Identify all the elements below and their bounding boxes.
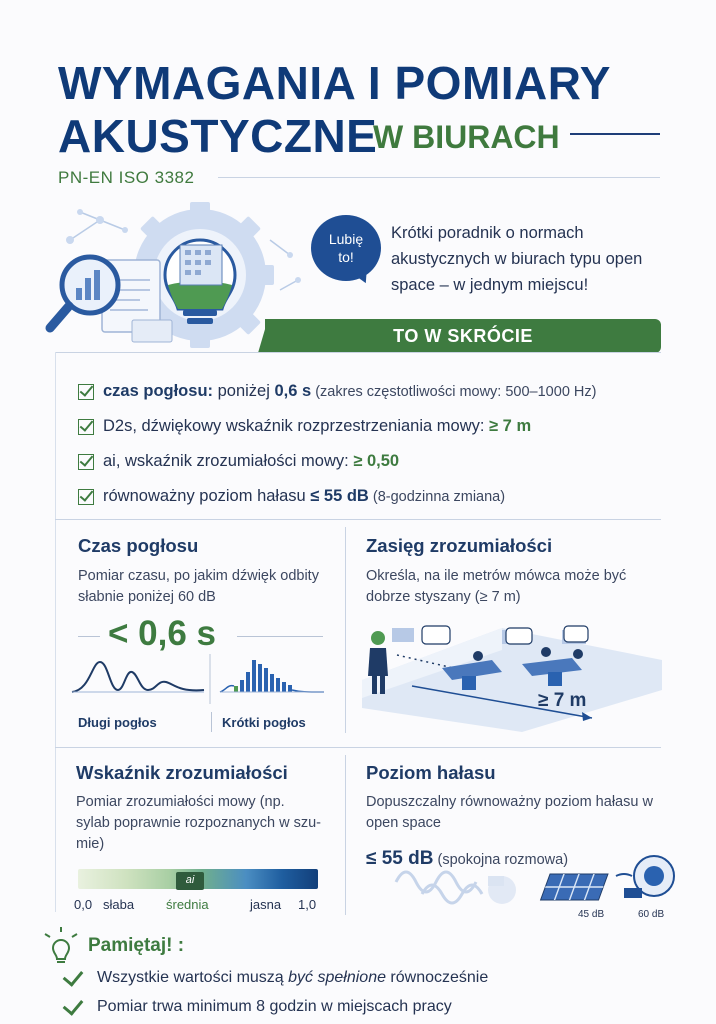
item-note: (8-godzinna zmiana) xyxy=(368,488,506,505)
divider xyxy=(78,636,100,637)
remember-post: równocześnie xyxy=(385,969,489,986)
remember-item-2: Pomiar trwa minimum 8 godzin w miejscach pracy xyxy=(97,998,452,1015)
range-desc: Określa, na ile metrów mówca może być dobrze styszany (≥ 7 m) xyxy=(366,568,627,605)
title-line-1: WYMAGANIA I POMIARY xyxy=(58,57,611,109)
item-text: poniżej xyxy=(213,382,275,400)
scale-min: 0,0 xyxy=(74,897,93,912)
standard-label: PN-EN ISO 3382 xyxy=(58,168,195,187)
scale-max: 1,0 xyxy=(298,897,317,912)
divider xyxy=(55,352,661,353)
summary-banner: TO W SKRÓCIE xyxy=(265,319,661,353)
check-icon xyxy=(63,994,84,1016)
item-bold: czas pogłosu: xyxy=(103,382,214,400)
title-line-2: AKUSTYCZNE xyxy=(58,110,378,162)
intelligibility-desc xyxy=(76,792,346,855)
list-item xyxy=(78,374,596,409)
reverb-desc: Pomiar czasu, po jakim dźwięk odbity słabnie poniżej 60 dB xyxy=(78,568,319,605)
frame-left xyxy=(55,352,56,912)
desc-line: mie) xyxy=(76,836,105,852)
item-value: 0,6 s xyxy=(274,382,312,400)
label-short-reverb: Krótki pogłos xyxy=(222,715,306,730)
item-note: (zakres częstotliwości mowy: 500–1000 Hz) xyxy=(311,383,597,400)
divider xyxy=(237,636,323,637)
remember-title: Pamiętaj! : xyxy=(88,935,185,956)
office-range-icon xyxy=(352,620,662,732)
label-60db: 60 dB xyxy=(638,909,665,920)
checkbox-icon xyxy=(78,454,94,470)
checkbox-icon xyxy=(78,489,94,505)
item-value: ≥ 7 m xyxy=(489,417,532,435)
title-suffix: W BIURACH xyxy=(373,119,560,155)
item-text: równoważny poziom hałasu xyxy=(103,487,311,505)
standard-rule xyxy=(218,177,660,178)
noise-note: (spokojna rozmowa) xyxy=(437,852,569,868)
intelligibility-title: Wskaźnik zrozumiałości xyxy=(76,762,288,783)
label-long-reverb: Długi pogłos xyxy=(78,715,157,730)
range-distance: ≥ 7 m xyxy=(538,690,587,711)
list-item xyxy=(62,998,452,1016)
check-icon xyxy=(63,965,84,987)
desc-line: Pomiar zrozumiałości mowy (np. xyxy=(76,794,285,810)
list-item xyxy=(78,409,596,444)
summary-checklist xyxy=(78,374,596,514)
badge-line-1: Lubię xyxy=(328,231,364,247)
item-text: D2s, dźwiękowy wskaźnik rozprzestrzeniania mowy: xyxy=(103,417,490,435)
checkbox-icon xyxy=(78,384,94,400)
range-title: Zasięg zrozumiałości xyxy=(366,535,553,556)
waveform-icon xyxy=(70,654,332,704)
title-rule xyxy=(570,133,660,135)
divider xyxy=(55,747,661,748)
noise-levels-icon xyxy=(392,852,688,914)
noise-value: ≤ 55 dB xyxy=(366,848,434,869)
divider xyxy=(345,527,346,733)
lightbulb-icon xyxy=(40,926,82,966)
list-item xyxy=(78,479,596,514)
reverb-title: Czas pogłosu xyxy=(78,535,199,556)
remember-italic: być spełnione xyxy=(288,969,386,986)
noise-title: Poziom hałasu xyxy=(366,762,496,783)
divider xyxy=(211,712,212,732)
scale-low: słaba xyxy=(103,897,135,912)
checkbox-icon xyxy=(78,419,94,435)
reverb-value: < 0,6 s xyxy=(108,614,217,653)
list-item xyxy=(62,969,488,987)
badge-line-2: to! xyxy=(338,249,354,265)
like-badge xyxy=(311,215,381,281)
item-value: ≤ 55 dB xyxy=(310,487,369,505)
desc-line: sylab poprawnie rozpoznanych w szu- xyxy=(76,815,322,831)
scale-mid: średnia xyxy=(166,897,209,912)
noise-desc: Dopuszczalny równoważny poziom hałasu w open space xyxy=(366,794,653,831)
remember-pre: Wszystkie wartości muszą xyxy=(97,969,289,986)
divider xyxy=(55,519,661,520)
intro-text: Krótki poradnik o normach akustycznych w biurach typu open space – w jednym miejscu! xyxy=(391,224,643,294)
scale-marker: ai xyxy=(176,872,204,890)
scale-high: jasna xyxy=(250,897,282,912)
list-item xyxy=(78,444,596,479)
item-value: ≥ 0,50 xyxy=(353,452,400,470)
label-45db: 45 dB xyxy=(578,909,605,920)
item-text: ai, wskaźnik zrozumiałości mowy: xyxy=(103,452,354,470)
